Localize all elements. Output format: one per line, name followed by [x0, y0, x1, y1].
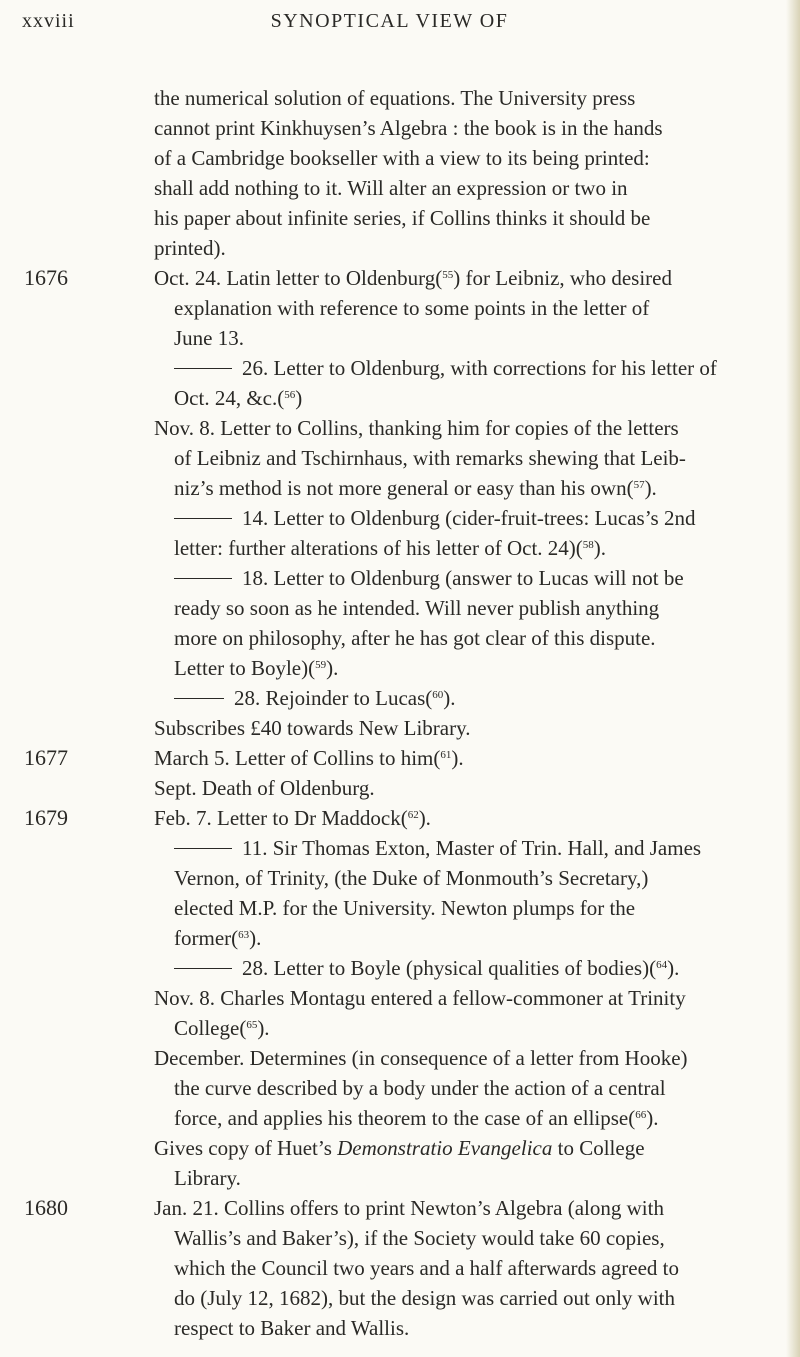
text-line: 11. Sir Thomas Exton, Master of Trin. Hall, and James — [174, 833, 800, 863]
year-label: 1679 — [24, 805, 68, 830]
footnote-ref: 56 — [284, 389, 296, 401]
text-line: cannot print Kinkhuysen’s Algebra : the book is in the hands — [154, 116, 663, 140]
footnote-ref: 65 — [246, 1019, 258, 1031]
text-line: Wallis’s and Baker’s), if the Society would take 60 copies, — [174, 1226, 665, 1250]
footnote-ref: 58 — [582, 539, 594, 551]
footnote-ref: 64 — [656, 959, 668, 971]
footnote-ref: 62 — [407, 809, 419, 821]
footnote-ref: 66 — [635, 1109, 647, 1121]
page-number: xxviii — [22, 10, 75, 32]
text-line: of a Cambridge bookseller with a view to its being printed: — [154, 146, 650, 170]
text-line: Oct. 24, &c.($^{56}$) — [174, 386, 303, 410]
year-label: 1680 — [24, 1195, 68, 1220]
page-body — [0, 83, 800, 1343]
text-line: letter: further alterations of his letter of Oct. 24)($^{58}$). — [174, 536, 607, 560]
ditto-dash — [174, 518, 232, 519]
entry-1677 — [0, 743, 800, 803]
year-label: 1677 — [24, 745, 68, 770]
text-line: College($^{65}$). — [174, 1016, 270, 1040]
text-line: shall add nothing to it. Will alter an expression or two in — [154, 176, 628, 200]
footnote-ref: 61 — [440, 749, 452, 761]
text-line: respect to Baker and Wallis. — [174, 1316, 410, 1340]
entry-1676 — [0, 263, 800, 743]
text-line: ready so soon as he intended. Will never publish anything — [174, 596, 660, 620]
text-line: force, and applies his theorem to the case of an ellipse($^{66}$). — [174, 1106, 659, 1130]
book-title: Demonstratio Evangelica — [337, 1136, 553, 1160]
text-line: 26. Letter to Oldenburg, with corrections for his letter of — [174, 353, 800, 383]
text-line: his paper about infinite series, if Collins thinks it should be — [154, 206, 651, 230]
text-line: Subscribes £40 towards New Library. — [154, 716, 471, 740]
ditto-dash — [174, 968, 232, 969]
text-line: Nov. 8. Charles Montagu entered a fellow-commoner at Trinity — [154, 986, 686, 1010]
text-line: December. Determines (in consequence of a letter from Hooke) — [154, 1046, 688, 1070]
text-line: Nov. 8. Letter to Collins, thanking him for copies of the letters — [154, 416, 679, 440]
footnote-ref: 57 — [633, 479, 645, 491]
text-line: former($^{63}$). — [174, 926, 262, 950]
text-line: do (July 12, 1682), but the design was carried out only with — [174, 1286, 676, 1310]
text-line: Feb. 7. Letter to Dr Maddock($^{62}$). — [154, 806, 431, 830]
text-line: March 5. Letter of Collins to him($^{61}$). — [154, 746, 464, 770]
ditto-dash — [174, 368, 232, 369]
entry-1679 — [0, 803, 800, 1193]
text-line: Oct. 24. Latin letter to Oldenburg($^{55}$) for Leibniz, who desired — [154, 266, 672, 290]
ditto-dash — [174, 578, 232, 579]
text-line: 18. Letter to Oldenburg (answer to Lucas will not be — [174, 563, 800, 593]
text-line: 28. Letter to Boyle (physical qualities of bodies)($^{64}$). — [174, 953, 800, 983]
text-line: Vernon, of Trinity, (the Duke of Monmouth’s Secretary,) — [174, 866, 649, 890]
ditto-dash — [174, 848, 232, 849]
text-line: 14. Letter to Oldenburg (cider-fruit-trees: Lucas’s 2nd — [174, 503, 800, 533]
entry-1680 — [0, 1193, 800, 1343]
text-line: June 13. — [174, 326, 244, 350]
text-line: explanation with reference to some points in the letter of — [174, 296, 650, 320]
text-line: Jan. 21. Collins offers to print Newton’s Algebra (along with — [154, 1196, 664, 1220]
text-line: the curve described by a body under the action of a central — [174, 1076, 666, 1100]
entry-continuation — [0, 83, 800, 263]
text-line: of Leibniz and Tschirnhaus, with remarks shewing that Leib- — [174, 446, 686, 470]
text-line: Library. — [174, 1166, 241, 1190]
running-head: SYNOPTICAL VIEW OF — [270, 10, 509, 32]
text-line: the numerical solution of equations. The University press — [154, 86, 636, 110]
year-label: 1676 — [24, 265, 68, 290]
text-line: 28. Rejoinder to Lucas($^{60}$). — [174, 683, 800, 713]
ditto-dash — [174, 698, 224, 699]
text-line: printed). — [154, 236, 226, 260]
text-line: Sept. Death of Oldenburg. — [154, 776, 375, 800]
footnote-ref: 59 — [315, 659, 327, 671]
text-line: niz’s method is not more general or easy than his own($^{57}$). — [174, 476, 657, 500]
text-line: more on philosophy, after he has got clear of this dispute. — [174, 626, 656, 650]
footnote-ref: 55 — [442, 269, 454, 281]
text-line: elected M.P. for the University. Newton plumps for the — [174, 896, 636, 920]
text-line: Gives copy of Huet’s Demonstratio Evangelica to College — [154, 1136, 645, 1160]
page-header — [22, 10, 757, 40]
text-line: Letter to Boyle)($^{59}$). — [174, 656, 339, 680]
footnote-ref: 63 — [238, 929, 250, 941]
text-line: which the Council two years and a half afterwards agreed to — [174, 1256, 679, 1280]
footnote-ref: 60 — [432, 689, 444, 701]
